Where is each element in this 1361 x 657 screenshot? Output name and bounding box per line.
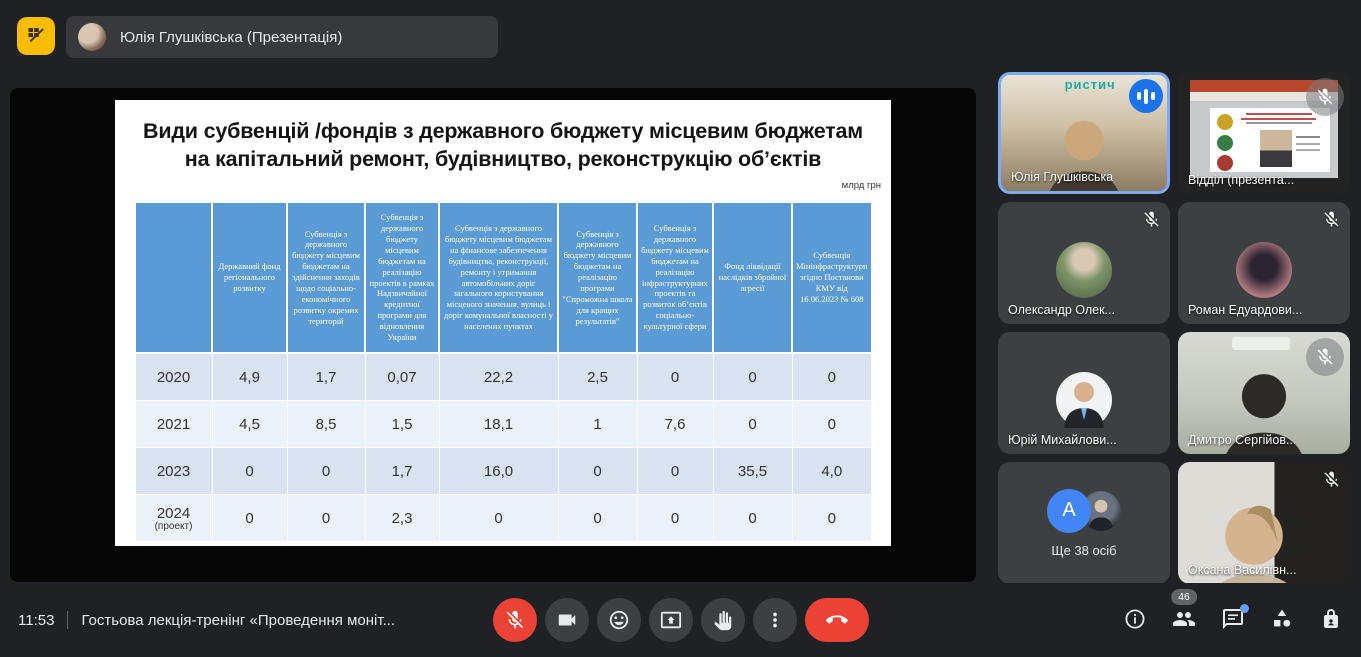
table-header-cell: Субвенція з державного бюджету місцевим бюджетам на здійснення заходів щодо соціально-економічного розвитку окремих територій [287,202,365,353]
avatar-letter: A [1047,489,1091,533]
participant-tile[interactable] [1178,332,1350,454]
participant-name: Дмитро Сергійов... [1188,433,1297,447]
audio-activity-icon [1129,79,1163,113]
table-value-cell: 1,5 [365,401,439,448]
table-value-cell: 0 [637,495,713,542]
participant-tile[interactable] [1178,202,1350,324]
hand-icon [712,609,734,631]
grid-off-icon [24,22,48,51]
presenter-name: Юлія Глушківська (Презентація) [120,28,343,46]
table-value-cell: 4,9 [212,353,287,401]
chat-button[interactable] [1221,607,1245,631]
participant-name: Оксана Василівн... [1188,563,1297,577]
participant-name: Ще 38 осіб [1051,542,1117,558]
table-year-cell: 2024 (проект) [135,495,212,542]
clock-time: 11:53 [18,611,55,629]
participant-tile[interactable] [1178,72,1350,194]
people-button[interactable] [1172,591,1196,631]
participants-grid [998,72,1350,584]
presentation-paused-button[interactable] [17,17,55,55]
panel-buttons [1123,591,1343,631]
table-value-cell: 18,1 [439,401,558,448]
table-value-cell: 0 [637,353,713,401]
table-value-cell: 0 [212,448,287,495]
background-banner-text: ристич [1064,77,1116,92]
table-header-cell: Субвенція з державного бюджету місцевим бюджетам на реалізацію інфраструктурних проектів та розвиток об’єктів соціально-культурної сфери [637,202,713,353]
participant-tile[interactable] [998,202,1170,324]
slide-title [115,117,891,174]
chat-icon [1221,618,1245,635]
table-row [135,401,872,448]
presenter-pill[interactable] [66,16,498,58]
mic-off-icon [1322,470,1341,489]
table-value-cell: 0 [558,495,637,542]
table-header-row [135,202,872,353]
table-header-cell: Субвенція з державного бюджету місцевим бюджетам на фінансове забезпечення будівництва, реконструкції, ремонту і утримання автомобільних доріг загального користування місцевого значення, вулиць і доріг комунальної власності у населених пунктах [439,202,558,353]
ac-unit-shape [1232,337,1290,350]
present-icon [660,609,682,631]
call-controls [493,598,869,642]
participant-tile[interactable] [998,72,1170,194]
participant-avatar [1236,242,1292,298]
table-header-cell: Державний фонд регіонального розвитку [212,202,287,353]
table-value-cell: 0 [287,448,365,495]
mic-off-button[interactable] [493,598,537,642]
bottom-bar [0,583,1361,657]
table-value-cell: 0,07 [365,353,439,401]
mic-off-icon [1322,210,1341,229]
slide-units-note: млрд грн [841,180,881,191]
table-value-cell: 0 [792,401,872,448]
hand-button[interactable] [701,598,745,642]
table-value-cell: 0 [637,448,713,495]
camera-button[interactable] [545,598,589,642]
participant-name: Відділ (презента... [1188,173,1295,187]
overflow-avatars [1047,489,1121,533]
present-button[interactable] [649,598,693,642]
mic-off-icon [1142,210,1161,229]
host-controls-icon [1319,618,1343,635]
more-vert-button[interactable] [753,598,797,642]
people-icon [1172,618,1196,635]
participant-tile[interactable] [998,332,1170,454]
info-button[interactable] [1123,607,1147,631]
table-header-cell: Субвенція Мінінфраструктури згідно Постанови КМУ від 16.06.2023 № 608 [792,202,872,353]
table-value-cell: 4,5 [212,401,287,448]
table-value-cell: 0 [713,401,792,448]
table-value-cell: 0 [212,495,287,542]
smiley-button[interactable] [597,598,641,642]
unread-indicator-dot [1240,604,1249,613]
participant-name: Юлія Глушківська [1011,170,1114,184]
participant-name: Юрій Михайлови... [1008,433,1117,447]
more-vert-icon [764,609,786,631]
table-value-cell: 4,0 [792,448,872,495]
table-value-cell: 2,3 [365,495,439,542]
presentation-stage[interactable] [10,88,976,582]
activities-button[interactable] [1270,607,1294,631]
table-value-cell: 0 [792,353,872,401]
table-header-cell: Фонд ліквідації наслідків збройної агресії [713,202,792,353]
mic-off-icon [1306,338,1344,376]
participant-tile[interactable] [1178,462,1350,584]
table-header-cell [135,202,212,353]
participant-avatar [1056,242,1112,298]
table-row [135,495,872,542]
call-end-button[interactable] [805,598,869,642]
presenter-avatar [78,23,106,51]
call-end-icon [826,609,848,631]
table-value-cell: 2,5 [558,353,637,401]
meeting-title: Гостьова лекція-тренінг «Проведення моніт... [81,611,396,629]
slide-title-line2: на капітальний ремонт, будівництво, реконструкцію об’єктів [184,147,822,172]
table-value-cell: 1 [558,401,637,448]
table-value-cell: 7,6 [637,401,713,448]
participant-tile[interactable] [998,462,1170,584]
table-row [135,353,872,401]
activities-icon [1270,618,1294,635]
subventions-table [134,201,873,542]
table-value-cell: 0 [287,495,365,542]
table-year-cell: 2020 [135,353,212,401]
presentation-slide [115,100,891,546]
participant-name: Олександр Олек... [1008,303,1115,317]
table-value-cell: 16,0 [439,448,558,495]
table-year-cell: 2021 [135,401,212,448]
mic-off-icon [504,609,526,631]
participant-name: Роман Едуардови... [1188,303,1303,317]
table-value-cell: 1,7 [365,448,439,495]
table-value-cell: 0 [792,495,872,542]
slide-title-line1: Види субвенцій /фондів з державного бюджету місцевим бюджетам [143,119,863,143]
participants-count-badge: 46 [1171,589,1197,605]
camera-icon [556,609,578,631]
table-value-cell: 22,2 [439,353,558,401]
table-value-cell: 8,5 [287,401,365,448]
table-header-cell: Субвенція з державного бюджету місцевим бюджетам на реалізацію програми "Спроможна школа для кращих результатів" [558,202,637,353]
table-value-cell: 1,7 [287,353,365,401]
table-value-cell: 0 [558,448,637,495]
table-value-cell: 35,5 [713,448,792,495]
table-row [135,448,872,495]
mic-off-icon [1306,78,1344,116]
info-icon [1123,618,1147,635]
divider [67,611,68,629]
meeting-info [18,611,395,629]
table-value-cell: 0 [713,353,792,401]
smiley-icon [608,609,630,631]
participant-avatar [1056,372,1112,428]
table-value-cell: 0 [439,495,558,542]
table-header-cell: Субвенція з державного бюджету місцевим бюджетам на реалізацію проектів в рамках Надзвичайної кредитної програми для відновлення України [365,202,439,353]
table-value-cell: 0 [713,495,792,542]
table-year-cell: 2023 [135,448,212,495]
host-controls-button[interactable] [1319,607,1343,631]
